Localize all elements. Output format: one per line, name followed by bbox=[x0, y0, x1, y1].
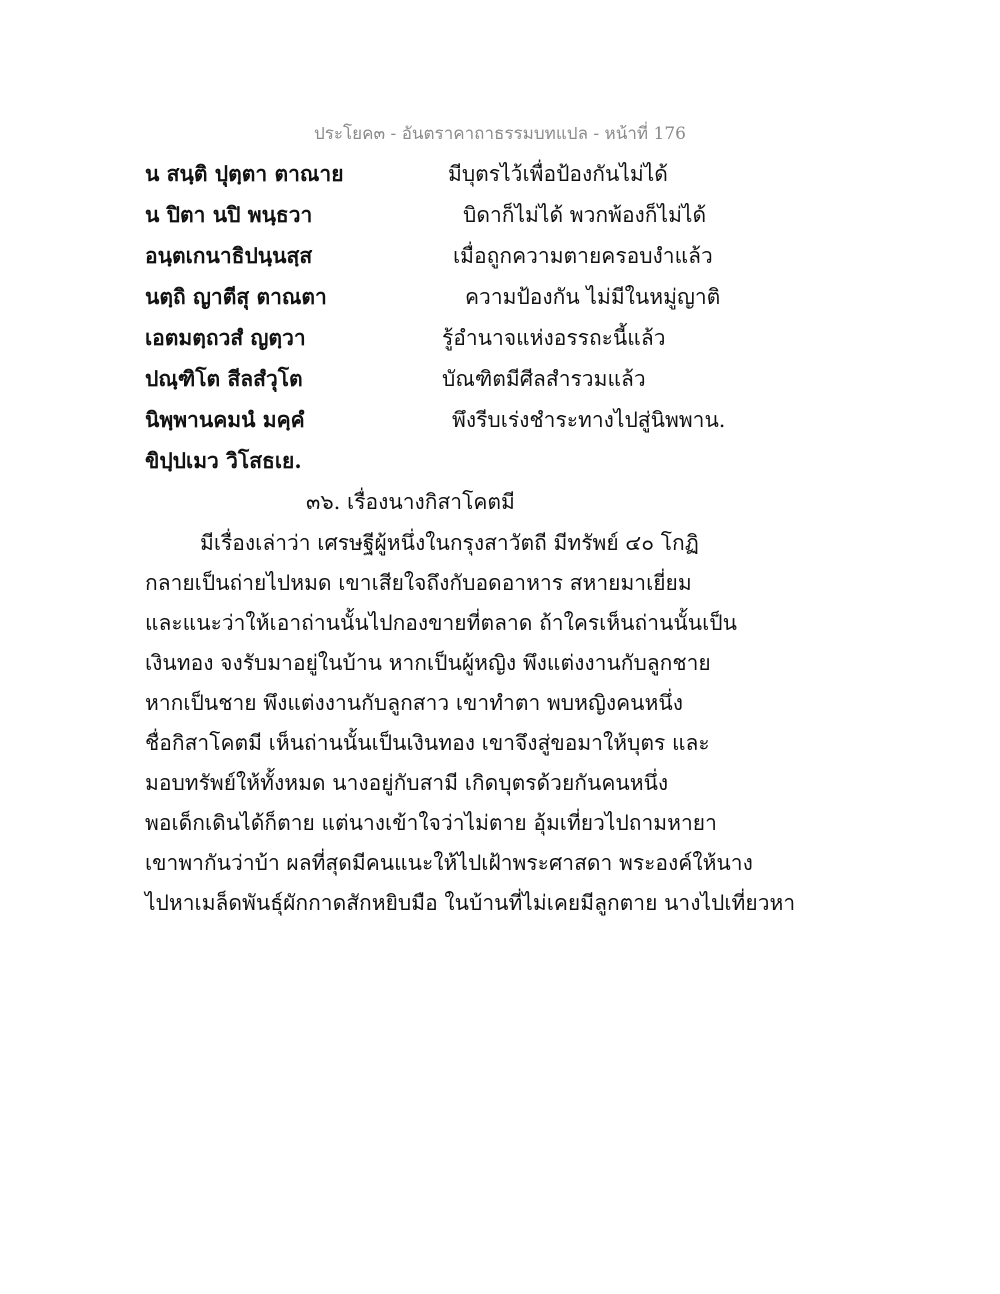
verse-row bbox=[145, 199, 865, 240]
pali-verse-line: อนฺตเกนาธิปนฺนสฺส bbox=[145, 243, 313, 268]
verse-row bbox=[145, 445, 865, 486]
pali-verse-line: นิพฺพานคมนํ มคฺคํ bbox=[145, 407, 305, 432]
story-line: และแนะว่าให้เอาถ่านนั้นไปกองขายที่ตลาด ถ้าใครเห็นถ่านนั้นเป็น bbox=[145, 611, 737, 635]
thai-translation-line: บัณฑิตมีศีลสำรวมแล้ว bbox=[442, 367, 646, 391]
verse-block bbox=[145, 158, 865, 486]
thai-translation-line: บิดาก็ไม่ได้ พวกพ้องก็ไม่ได้ bbox=[463, 203, 707, 227]
verse-row bbox=[145, 404, 865, 445]
thai-translation-line: รู้อำนาจแห่งอรรถะนี้แล้ว bbox=[442, 326, 666, 350]
verse-row bbox=[145, 363, 865, 404]
story-title: ๓๖. เรื่องนางกิสาโคตมี bbox=[306, 490, 515, 514]
story-line: มอบทรัพย์ให้ทั้งหมด นางอยู่กับสามี เกิดบุตรด้วยกันคนหนึ่ง bbox=[145, 771, 669, 795]
pali-verse-line: เอตมตฺถวสํ ญตฺวา bbox=[145, 325, 306, 350]
page-header: ประโยค๓ - อันตราคาถาธรรมบทแปล - หน้าที่ 176 bbox=[314, 124, 686, 144]
pali-verse-line: ขิปฺปเมว วิโสธเย. bbox=[145, 448, 302, 473]
verse-row bbox=[145, 281, 865, 322]
verse-row bbox=[145, 158, 865, 199]
story-line: กลายเป็นถ่ายไปหมด เขาเสียใจถึงกับอดอาหาร สหายมาเยี่ยม bbox=[145, 571, 692, 595]
thai-translation-line: มีบุตรไว้เพื่อป้องกันไม่ได้ bbox=[448, 162, 668, 186]
story-line: เขาพากันว่าบ้า ผลที่สุดมีคนแนะให้ไปเฝ้าพระศาสดา พระองค์ให้นาง bbox=[145, 851, 753, 875]
thai-translation-line: ความป้องกัน ไม่มีในหมู่ญาติ bbox=[465, 285, 721, 309]
thai-translation-line: พึงรีบเร่งชำระทางไปสู่นิพพาน. bbox=[452, 408, 726, 432]
story-line: หากเป็นชาย พึงแต่งงานกับลูกสาว เขาทำตา พบหญิงคนหนึ่ง bbox=[145, 691, 683, 715]
pali-verse-line: ปณฺฑิโต สีลสํวุโต bbox=[145, 366, 303, 391]
story-line: ไปหาเมล็ดพันธุ์ผักกาดสักหยิบมือ ในบ้านที่ไม่เคยมีลูกตาย นางไปเที่ยวหา bbox=[145, 891, 796, 915]
thai-translation-line: เมื่อถูกความตายครอบงำแล้ว bbox=[453, 244, 713, 268]
pali-verse-line: นตฺถิ ญาตีสุ ตาณตา bbox=[145, 284, 327, 309]
pali-verse-line: น สนฺติ ปุตฺตา ตาณาย bbox=[145, 161, 344, 186]
story-body bbox=[145, 527, 845, 927]
story-line: พอเด็กเดินได้ก็ตาย แต่นางเข้าใจว่าไม่ตาย อุ้มเที่ยวไปถามหายา bbox=[145, 811, 717, 835]
pali-verse-line: น ปิตา นปิ พนฺธวา bbox=[145, 202, 313, 227]
story-line: เงินทอง จงรับมาอยู่ในบ้าน หากเป็นผู้หญิง พึงแต่งงานกับลูกชาย bbox=[145, 651, 711, 675]
story-line: ชื่อกิสาโคตมี เห็นถ่านนั้นเป็นเงินทอง เขาจึงสู่ขอมาให้บุตร และ bbox=[145, 731, 710, 755]
verse-row bbox=[145, 240, 865, 281]
verse-row bbox=[145, 322, 865, 363]
story-line: มีเรื่องเล่าว่า เศรษฐีผู้หนึ่งในกรุงสาวัตถี มีทรัพย์ ๔๐ โกฏิ bbox=[200, 531, 699, 555]
